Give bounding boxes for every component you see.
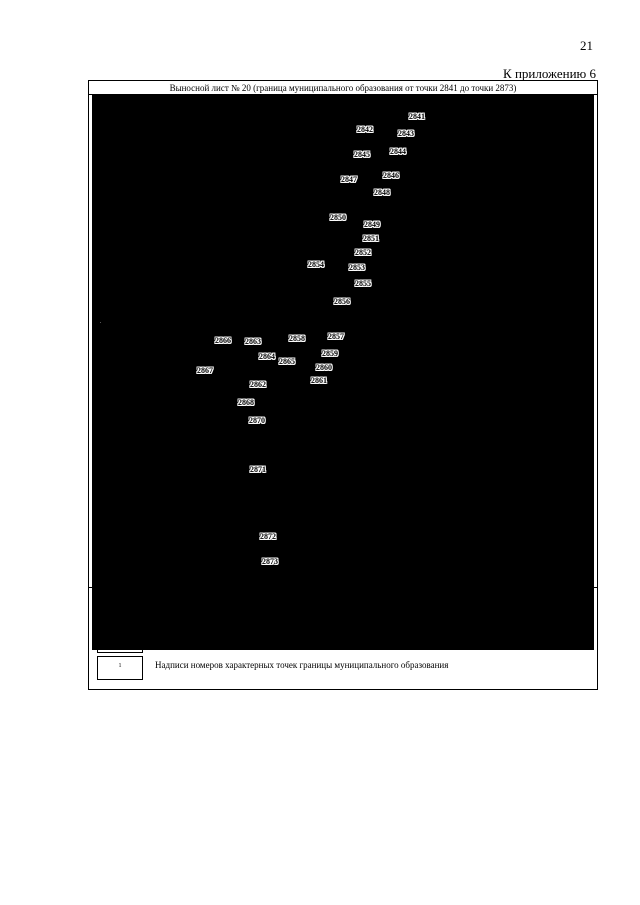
point-label-2864: 2864 (259, 352, 275, 361)
legend-symbol-line (97, 603, 143, 627)
point-label-2858: 2858 (289, 334, 305, 343)
point-label-2841: 2841 (409, 112, 425, 121)
point-label-2859: 2859 (322, 349, 338, 358)
point-label-2842: 2842 (357, 125, 373, 134)
legend-text: Граница муниципального образования (155, 607, 303, 617)
point-label-2855: 2855 (355, 279, 371, 288)
point-label-2851: 2851 (363, 234, 379, 243)
legend-symbol-dot (97, 629, 143, 653)
legend-symbol-label: 1 (97, 656, 143, 680)
point-label-2873: 2873 (262, 557, 278, 566)
point-label-2862: 2862 (250, 380, 266, 389)
legend-text: Надписи номеров характерных точек границы муниципального образования (155, 660, 449, 670)
legend-text: Характерная точка границы муниципального образования (155, 633, 378, 643)
sheet-title: Выносной лист № 20 (граница муниципального образования от точки 2841 до точки 2873) (89, 81, 597, 95)
page-number: 21 (580, 38, 593, 53)
point-label-2867: 2867 (197, 366, 213, 375)
annex-caption: К приложению 6 (503, 66, 596, 81)
legend-item-boundary (97, 603, 587, 627)
map-area[interactable] (92, 95, 594, 650)
point-label-2847: 2847 (341, 175, 357, 184)
point-label-2852: 2852 (355, 248, 371, 257)
legend-item-label (97, 656, 587, 680)
point-label-2861: 2861 (311, 376, 327, 385)
map-speck (100, 322, 101, 323)
point-label-2868: 2868 (238, 398, 254, 407)
sheet-frame (88, 80, 598, 690)
point-label-2865: 2865 (279, 357, 295, 366)
point-label-2871: 2871 (250, 465, 266, 474)
point-label-2856: 2856 (334, 297, 350, 306)
legend-title: Условные обозначения: (92, 591, 183, 601)
legend-item-point (97, 629, 587, 653)
point-label-2848: 2848 (374, 188, 390, 197)
point-label-2869: 2869 (333, 440, 335, 441)
point-label-2872: 2872 (260, 532, 276, 541)
point-label-2860: 2860 (316, 363, 332, 372)
map-scale: Масштаб 1:25000 (89, 572, 597, 588)
point-label-2866: 2866 (215, 336, 231, 345)
point-label-2845: 2845 (354, 150, 370, 159)
point-label-2850: 2850 (330, 213, 346, 222)
point-label-2846: 2846 (383, 171, 399, 180)
point-label-2853: 2853 (349, 263, 365, 272)
point-label-2857: 2857 (328, 332, 344, 341)
point-label-2854: 2854 (308, 260, 324, 269)
point-label-2870: 2870 (249, 416, 265, 425)
point-label-2843: 2843 (398, 129, 414, 138)
point-label-2844: 2844 (390, 147, 406, 156)
point-label-2849: 2849 (364, 220, 380, 229)
point-label-2863: 2863 (245, 337, 261, 346)
